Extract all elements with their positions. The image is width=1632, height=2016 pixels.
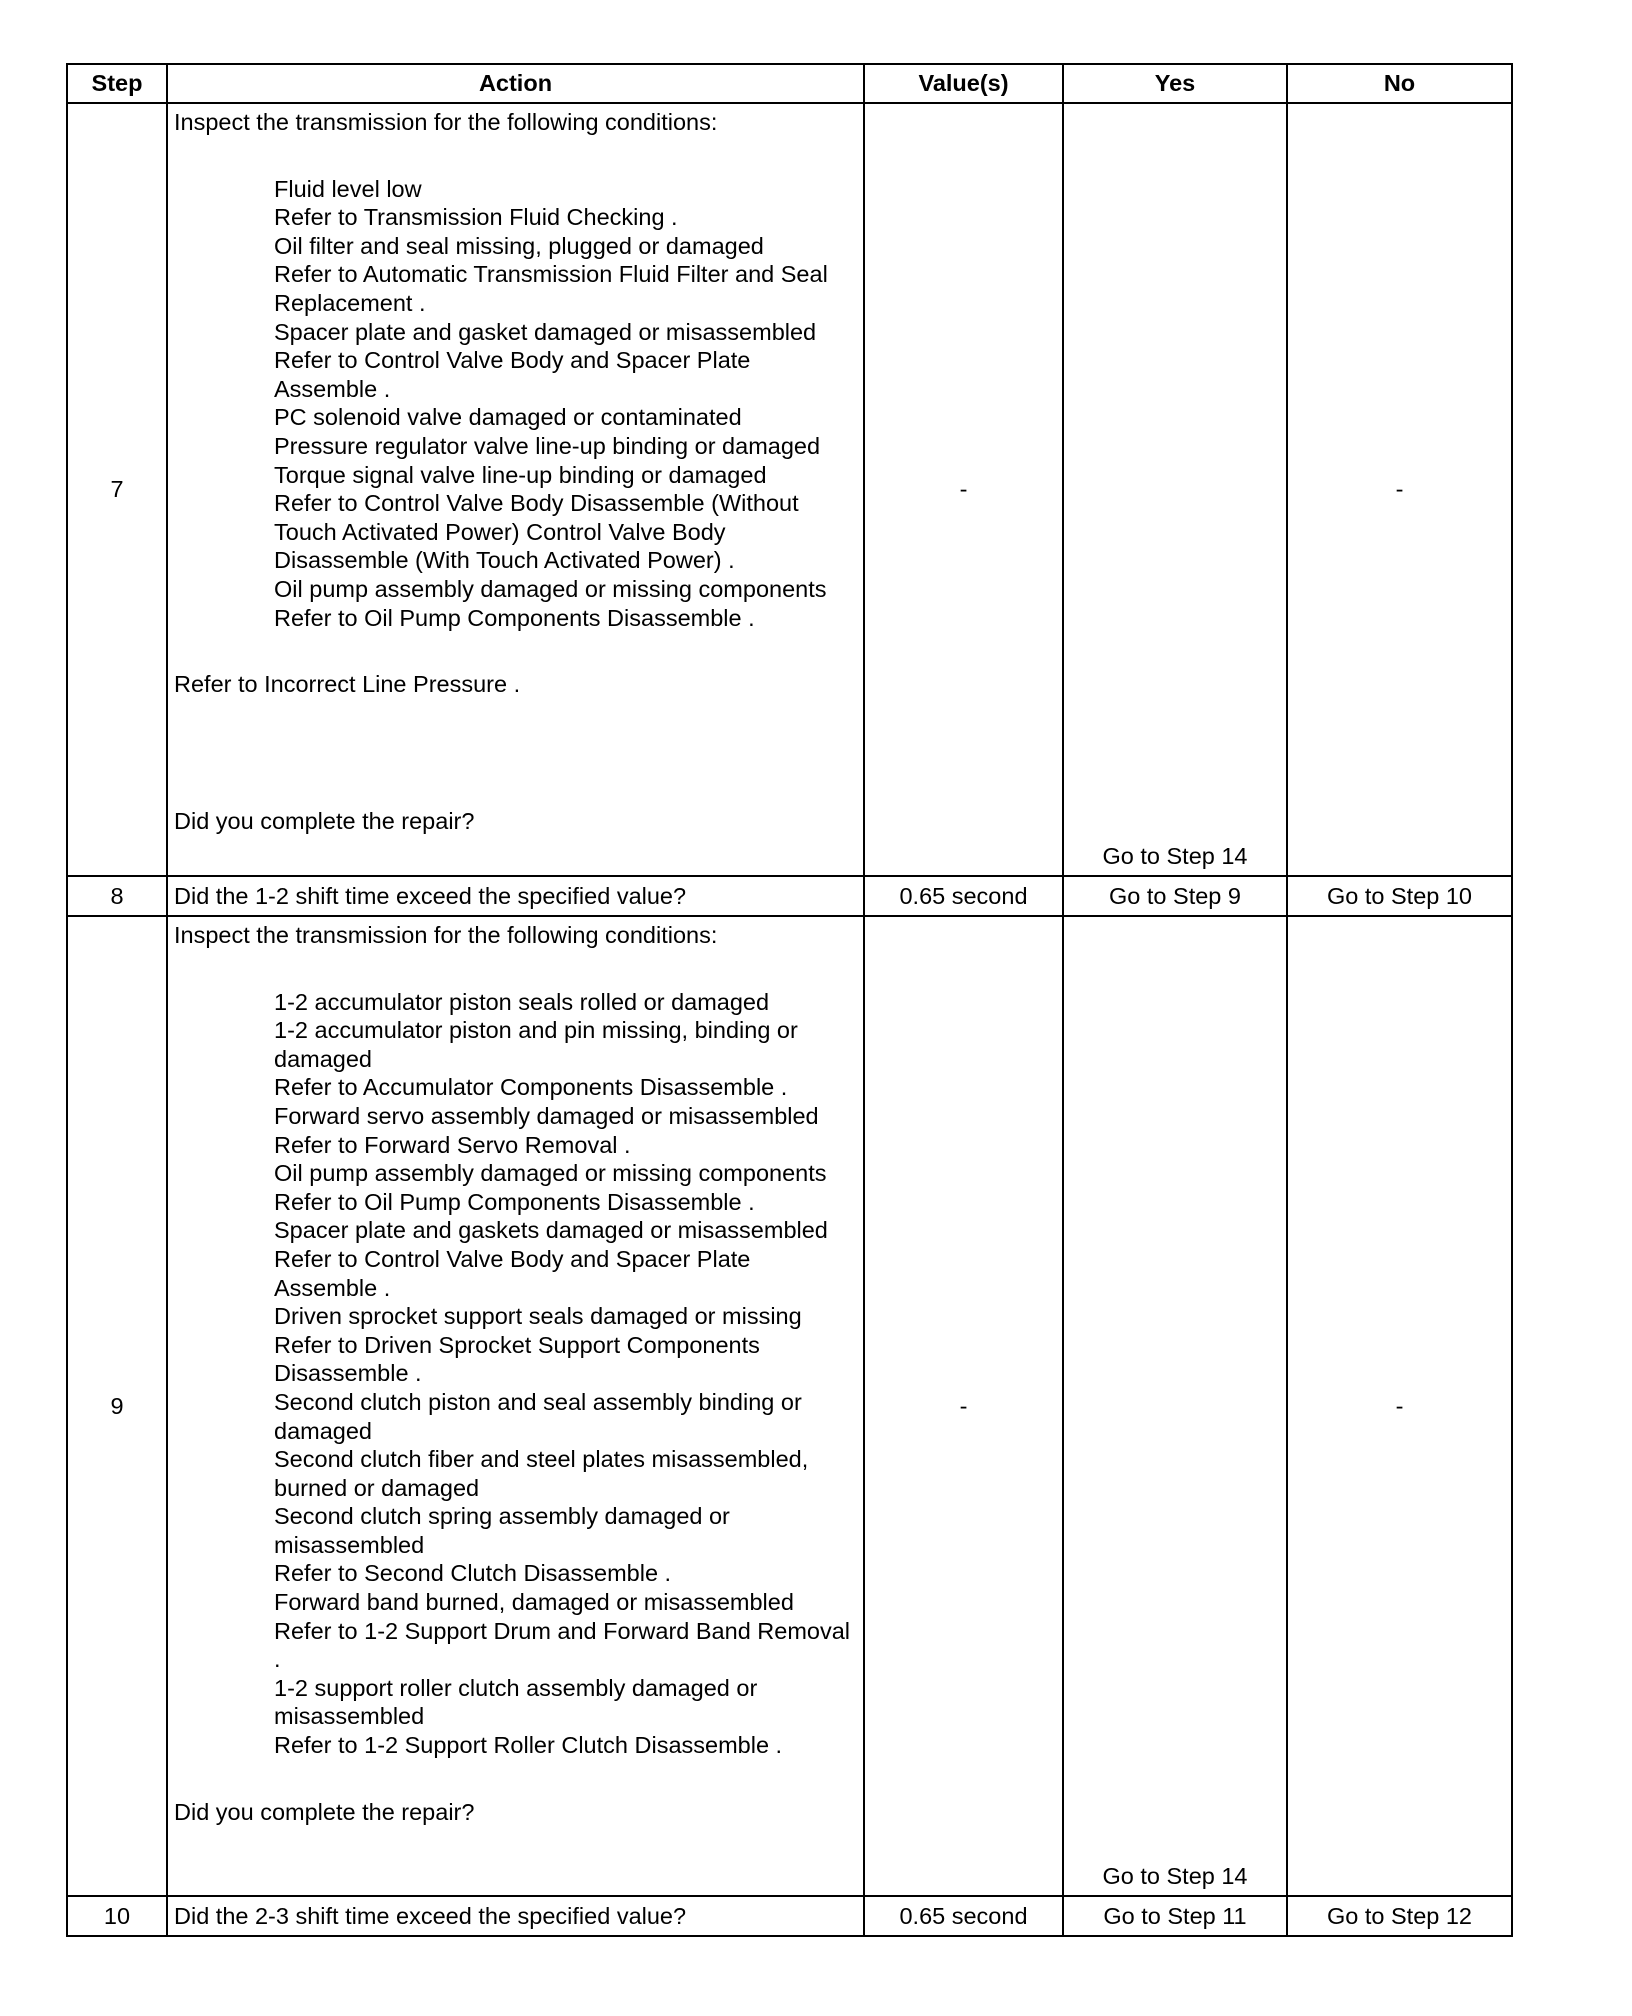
step-number: 8 xyxy=(67,876,167,916)
condition-item: Oil pump assembly damaged or missing components xyxy=(274,1160,827,1187)
condition-item: 1-2 support roller clutch assembly damaged or misassembled xyxy=(274,1674,758,1730)
condition-item: Refer to Oil Pump Components Disassemble . xyxy=(274,604,755,631)
condition-item: 1-2 accumulator piston seals rolled or damaged xyxy=(274,988,770,1015)
no-cell: - xyxy=(1287,103,1512,876)
header-values: Value(s) xyxy=(864,64,1063,103)
condition-item: Second clutch piston and seal assembly binding or damaged xyxy=(274,1388,802,1444)
values-cell: - xyxy=(864,103,1063,876)
condition-item: Refer to Oil Pump Components Disassemble . xyxy=(274,1188,755,1215)
yes-cell: Go to Step 9 xyxy=(1063,876,1287,916)
no-cell: Go to Step 12 xyxy=(1287,1896,1512,1936)
condition-list xyxy=(174,175,857,633)
condition-item: Second clutch spring assembly damaged or misassembled xyxy=(274,1503,730,1558)
condition-item: Refer to Control Valve Body Disassemble (Without Touch Activated Power) Control Valve Body Disassemble (With Touch Activated Power) . xyxy=(274,490,799,574)
condition-item: Spacer plate and gasket damaged or misassembled xyxy=(274,318,817,345)
table-row-step-7 xyxy=(67,103,1512,876)
condition-item: Refer to Control Valve Body and Spacer Plate Assemble . xyxy=(274,1245,751,1301)
action-cell xyxy=(167,916,864,1896)
yes-cell: Go to Step 11 xyxy=(1063,1896,1287,1936)
condition-item: Fluid level low xyxy=(274,175,422,202)
condition-item: Refer to Forward Servo Removal . xyxy=(274,1131,631,1158)
condition-item: Second clutch fiber and steel plates misassembled, burned or damaged xyxy=(274,1446,809,1501)
condition-item: Driven sprocket support seals damaged or missing xyxy=(274,1303,802,1330)
action-note: Refer to Incorrect Line Pressure . xyxy=(174,671,521,698)
action-question: Did the 1-2 shift time exceed the specified value? xyxy=(167,876,864,916)
header-row xyxy=(67,64,1512,103)
values-cell: - xyxy=(864,916,1063,1896)
values-cell: 0.65 second xyxy=(864,876,1063,916)
no-cell: Go to Step 10 xyxy=(1287,876,1512,916)
action-cell xyxy=(167,103,864,876)
condition-item: Refer to Control Valve Body and Spacer Plate Assemble . xyxy=(274,347,751,402)
values-cell: 0.65 second xyxy=(864,1896,1063,1936)
action-question: Did you complete the repair? xyxy=(174,1798,475,1825)
condition-item: Refer to Driven Sprocket Support Components Disassemble . xyxy=(274,1331,760,1387)
header-step: Step xyxy=(67,64,167,103)
header-no: No xyxy=(1287,64,1512,103)
condition-item: Refer to 1-2 Support Drum and Forward Band Removal . xyxy=(274,1617,851,1673)
condition-item: 1-2 accumulator piston and pin missing, binding or damaged xyxy=(274,1017,798,1072)
condition-item: Refer to 1-2 Support Roller Clutch Disassemble . xyxy=(274,1732,783,1759)
condition-item: Oil filter and seal missing, plugged or damaged xyxy=(274,232,764,259)
condition-item: Pressure regulator valve line-up binding or damaged xyxy=(274,432,821,459)
condition-item: Refer to Accumulator Components Disassemble . xyxy=(274,1074,788,1101)
action-question: Did the 2-3 shift time exceed the specified value? xyxy=(167,1896,864,1936)
condition-item: Torque signal valve line-up binding or damaged xyxy=(274,461,767,488)
action-intro: Inspect the transmission for the following conditions: xyxy=(174,922,718,948)
table-row-step-10 xyxy=(67,1896,1512,1936)
yes-cell: Go to Step 14 xyxy=(1063,103,1287,876)
condition-item: PC solenoid valve damaged or contaminated xyxy=(274,404,742,431)
diagnostic-table xyxy=(66,63,1513,1937)
yes-cell: Go to Step 14 xyxy=(1063,916,1287,1896)
step-number: 7 xyxy=(67,103,167,876)
action-intro: Inspect the transmission for the following conditions: xyxy=(174,109,718,135)
step-number: 9 xyxy=(67,916,167,1896)
condition-item: Forward servo assembly damaged or misassembled xyxy=(274,1102,819,1129)
condition-item: Oil pump assembly damaged or missing components xyxy=(274,575,827,602)
action-question: Did you complete the repair? xyxy=(174,807,475,834)
table-row-step-9 xyxy=(67,916,1512,1896)
no-cell: - xyxy=(1287,916,1512,1896)
header-yes: Yes xyxy=(1063,64,1287,103)
condition-item: Spacer plate and gaskets damaged or misassembled xyxy=(274,1217,828,1244)
condition-item: Refer to Automatic Transmission Fluid Filter and Seal Replacement . xyxy=(274,261,828,316)
condition-item: Forward band burned, damaged or misassembled xyxy=(274,1589,794,1616)
step-number: 10 xyxy=(67,1896,167,1936)
table-row-step-8 xyxy=(67,876,1512,916)
condition-item: Refer to Second Clutch Disassemble . xyxy=(274,1560,672,1587)
condition-item: Refer to Transmission Fluid Checking . xyxy=(274,204,678,231)
header-action: Action xyxy=(167,64,864,103)
condition-list xyxy=(174,988,857,1760)
